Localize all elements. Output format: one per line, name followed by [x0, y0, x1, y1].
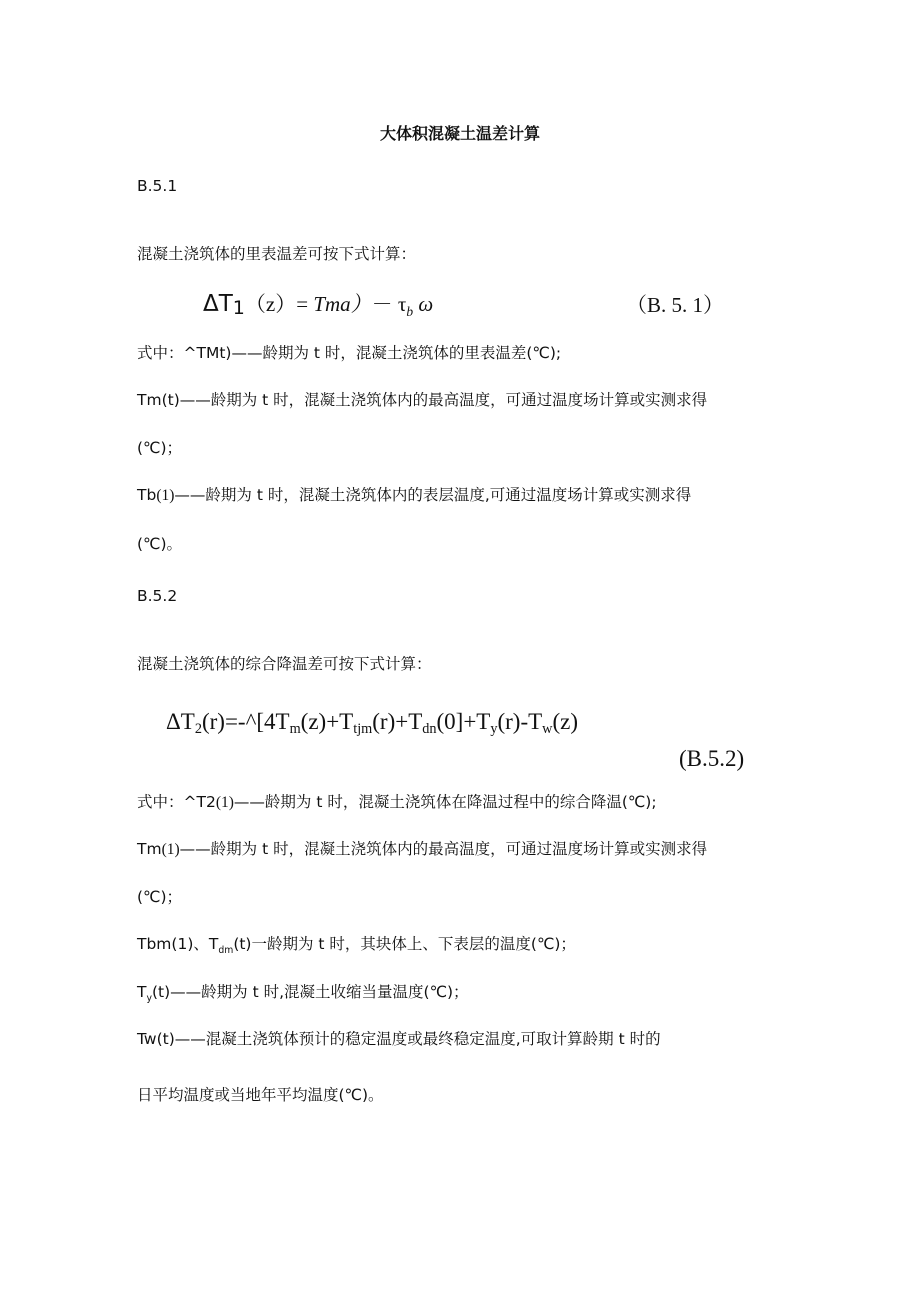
formula-b51-number: （B. 5. 1） [626, 293, 725, 317]
definition-continuation: (℃)； [137, 439, 183, 457]
formula-delta-t: $\Delta T_1$ [203, 291, 245, 319]
section-id-b52: B.5.2 [137, 587, 178, 605]
definition-continuation: (℃)。 [137, 535, 183, 553]
definition-continuation: (℃)； [137, 888, 183, 906]
definition-line: Tm(1)——龄期为 t 时，混凝土浇筑体内的最高温度，可通过温度场计算或实测求得 [137, 840, 708, 858]
formula-b51: $\Delta T_1(z)= Tma)- \tau_b$ ω [203, 291, 434, 319]
document-title: 大体积混凝土温差计算 [379, 124, 540, 143]
definition-line: Tb(1)——龄期为 t 时，混凝土浇筑体内的表层温度,可通过温度场计算或实测求得 [137, 486, 692, 504]
section1-intro: 混凝土浇筑体的里表温差可按下式计算： [137, 245, 417, 263]
section2-intro: 混凝土浇筑体的综合降温差可按下式计算： [137, 655, 432, 673]
definition-line: $T_y(t)——$龄期为 t 时,混凝土收缩当量温度(℃)； [137, 983, 469, 1004]
definition-line: Tw(t)——混凝土浇筑体预计的稳定温度或最终稳定温度,可取计算龄期 t 时的 [137, 1030, 661, 1048]
formula-b52: $\Delta T_2(r)=-\^{}[4T_m(z)+T_{tjm}(r)+T_{dn}(0]+T_y(r)-T_w(z)$ [166, 709, 578, 737]
definition-line: Tbm(1)、$T_{dm}(t)$一龄期为 t 时，其块体上、下表层的温度(℃)； [137, 935, 576, 956]
definition-continuation: 日平均温度或当地年平均温度(℃)。 [137, 1086, 384, 1104]
section-id-b51: B.5.1 [137, 177, 178, 195]
definition-line: Tm(t)——龄期为 t 时，混凝土浇筑体内的最高温度，可通过温度场计算或实测求得 [137, 391, 708, 409]
definition-line: 式中：^T2(1)——龄期为 t 时，混凝土浇筑体在降温过程中的综合降温(℃); [137, 793, 657, 811]
definition-line: 式中：^TMt)——龄期为 t 时，混凝土浇筑体的里表温差(℃); [137, 344, 562, 362]
formula-b52-number: (B.5.2) [679, 746, 745, 771]
